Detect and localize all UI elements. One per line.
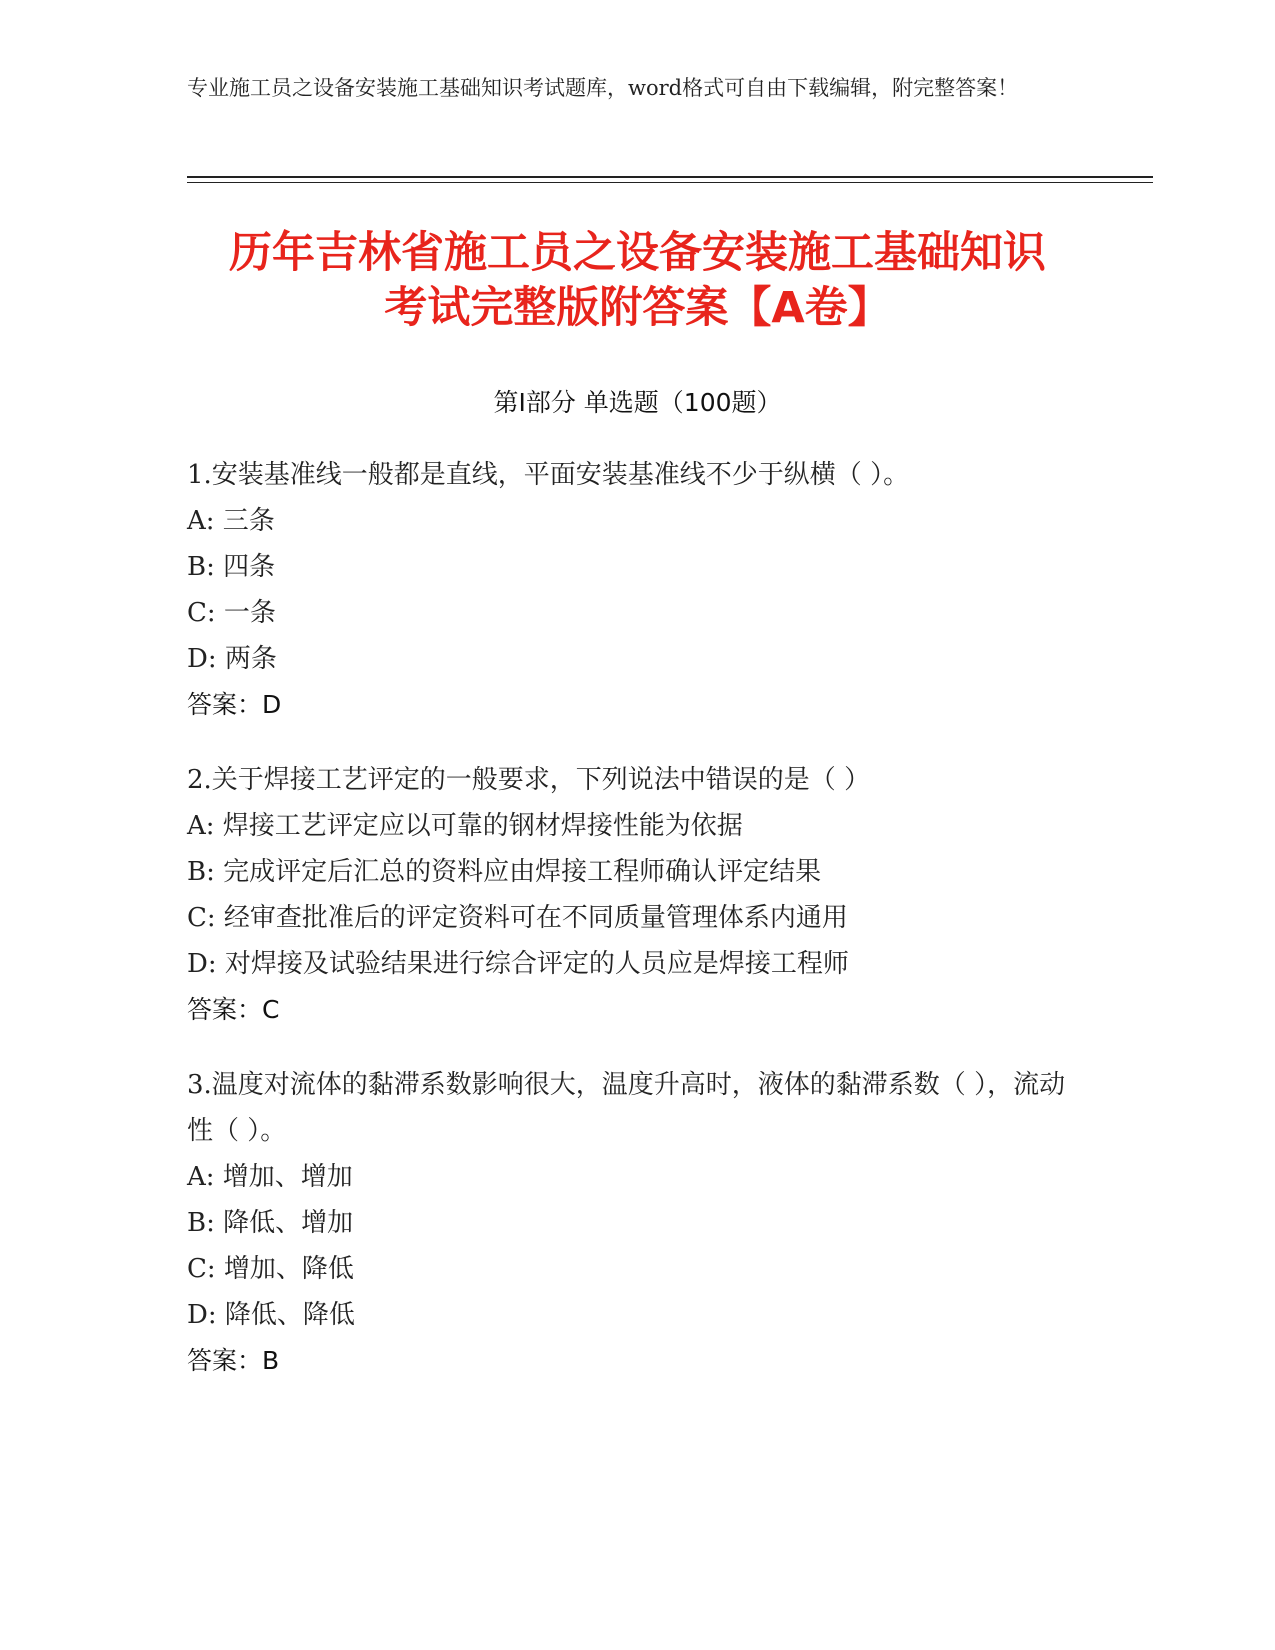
option-a: A: 三条 [187, 506, 275, 536]
question-3 [187, 1062, 1067, 1384]
title-line-1: 历年吉林省施工员之设备安装施工基础知识 [229, 228, 1046, 278]
option-b: B: 完成评定后汇总的资料应由焊接工程师确认评定结果 [187, 857, 822, 887]
section-heading: 第Ⅰ部分 单选题（100题） [493, 388, 782, 417]
answer-line: 答案：C [187, 995, 280, 1024]
answer-line: 答案：B [187, 1346, 280, 1375]
question-stem: 2.关于焊接工艺评定的一般要求，下列说法中错误的是（ ） [187, 765, 871, 795]
answer-line: 答案：D [187, 690, 282, 719]
header-rule-thin [187, 182, 1153, 183]
option-a: A: 焊接工艺评定应以可靠的钢材焊接性能为依据 [187, 811, 743, 841]
question-stem: 3.温度对流体的黏滞系数影响很大，温度升高时，液体的黏滞系数（ ），流动性（ ）。 [187, 1070, 1066, 1146]
option-b: B: 四条 [187, 552, 276, 582]
option-c: C: 增加、降低 [187, 1254, 354, 1284]
header-note: 专业施工员之设备安装施工基础知识考试题库，word格式可自由下载编辑，附完整答案！ [187, 76, 1019, 100]
option-d: D: 两条 [187, 644, 277, 674]
question-stem: 1.安装基准线一般都是直线，平面安装基准线不少于纵横（ ）。 [187, 460, 910, 490]
document-title [150, 226, 1125, 336]
header-rule-thick [187, 176, 1153, 178]
title-line-2: 考试完整版附答案【A卷】 [384, 283, 891, 333]
question-2 [187, 757, 1067, 1033]
option-a: A: 增加、增加 [187, 1162, 353, 1192]
question-1 [187, 452, 1067, 728]
option-d: D: 降低、降低 [187, 1300, 355, 1330]
option-c: C: 一条 [187, 598, 276, 628]
option-c: C: 经审查批准后的评定资料可在不同质量管理体系内通用 [187, 903, 848, 933]
option-d: D: 对焊接及试验结果进行综合评定的人员应是焊接工程师 [187, 949, 849, 979]
option-b: B: 降低、增加 [187, 1208, 354, 1238]
